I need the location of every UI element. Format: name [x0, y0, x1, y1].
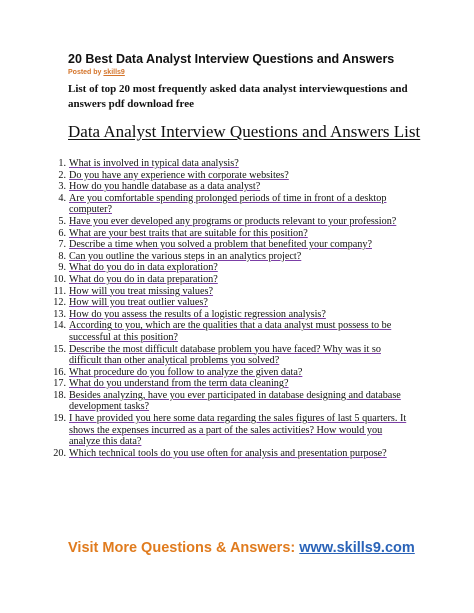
- question-link[interactable]: How do you assess the results of a logistic regression analysis?: [69, 308, 326, 320]
- question-item: [44, 193, 414, 216]
- intro-text: List of top 20 most frequently asked data analyst interviewquestions and answers pdf download free: [68, 83, 408, 110]
- question-item: [44, 251, 414, 263]
- question-number: 3.: [58, 181, 66, 193]
- question-link[interactable]: Have you ever developed any programs or products relevant to your profession?: [69, 215, 397, 227]
- question-item: [44, 170, 414, 182]
- question-number: 18.: [53, 389, 66, 401]
- posted-by-label: Posted by: [68, 69, 102, 76]
- question-link[interactable]: Which technical tools do you use often for analysis and presentation purpose?: [69, 447, 387, 459]
- question-link[interactable]: Describe the most difficult database problem you have faced? Why was it so difficult than other analytical problems you solved?: [69, 343, 381, 367]
- question-item: [44, 286, 414, 298]
- question-link[interactable]: Are you comfortable spending prolonged periods of time in front of a desktop computer?: [69, 192, 387, 216]
- posted-by-line: [68, 69, 125, 76]
- question-item: [44, 448, 414, 460]
- question-item: [44, 239, 414, 251]
- question-link[interactable]: I have provided you here some data regarding the sales figures of last 5 quarters. It shows the expenses incurred as a part of the sales activities? How would you analyze this data?: [69, 413, 407, 448]
- question-number: 12.: [53, 297, 66, 309]
- question-number: 5.: [58, 215, 66, 227]
- question-item: [44, 390, 414, 413]
- question-link[interactable]: Can you outline the various steps in an analytics project?: [69, 250, 302, 262]
- question-number: 10.: [53, 273, 66, 285]
- question-link[interactable]: What is involved in typical data analysis?: [69, 158, 239, 169]
- question-item: [44, 320, 414, 343]
- question-number: 16.: [53, 366, 66, 378]
- question-item: [44, 216, 414, 228]
- question-link[interactable]: What do you understand from the term data cleaning?: [69, 378, 289, 390]
- question-item: [44, 158, 414, 170]
- footer-website-link[interactable]: www.skills9.com: [299, 540, 415, 556]
- question-item: [44, 413, 414, 448]
- question-link[interactable]: What do you do in data preparation?: [69, 273, 218, 285]
- question-item: [44, 181, 414, 193]
- list-heading: Data Analyst Interview Questions and Answers List: [68, 122, 421, 141]
- question-item: [44, 309, 414, 321]
- author-link[interactable]: skills9: [103, 69, 125, 76]
- question-number: 14.: [53, 320, 66, 332]
- question-link[interactable]: How do you handle database as a data analyst?: [69, 181, 261, 193]
- question-number: 4.: [58, 192, 66, 204]
- page-title: 20 Best Data Analyst Interview Questions and Answers: [68, 52, 395, 66]
- question-link[interactable]: How will you treat missing values?: [69, 285, 214, 297]
- question-link[interactable]: Do you have any experience with corporate websites?: [69, 169, 289, 181]
- question-number: 11.: [53, 285, 66, 297]
- question-item: [44, 367, 414, 379]
- question-link[interactable]: How will you treat outlier values?: [69, 297, 208, 309]
- question-link[interactable]: What procedure do you follow to analyze the given data?: [69, 366, 303, 378]
- question-item: [44, 297, 414, 309]
- question-number: 1.: [58, 158, 66, 169]
- question-item: [44, 274, 414, 286]
- question-number: 7.: [58, 239, 66, 251]
- question-item: [44, 262, 414, 274]
- question-list: [44, 158, 414, 459]
- question-link[interactable]: What do you do in data exploration?: [69, 262, 218, 274]
- question-item: [44, 228, 414, 240]
- footer-line: [68, 540, 415, 556]
- question-number: 9.: [58, 262, 66, 274]
- question-number: 15.: [53, 343, 66, 355]
- question-number: 2.: [58, 169, 66, 181]
- question-item: [44, 344, 414, 367]
- question-number: 13.: [53, 308, 66, 320]
- question-number: 8.: [58, 250, 66, 262]
- question-number: 17.: [53, 378, 66, 390]
- question-number: 19.: [53, 413, 66, 425]
- question-link[interactable]: What are your best traits that are suitable for this position?: [69, 227, 308, 239]
- question-link[interactable]: According to you, which are the qualities that a data analyst must possess to be successful at this position?: [69, 320, 392, 343]
- question-number: 6.: [58, 227, 66, 239]
- footer-label: Visit More Questions & Answers:: [68, 540, 296, 556]
- question-number: 20.: [53, 447, 66, 459]
- question-item: [44, 378, 414, 390]
- question-link[interactable]: Describe a time when you solved a problem that benefited your company?: [69, 239, 372, 251]
- question-link[interactable]: Besides analyzing, have you ever participated in database designing and database development tasks?: [69, 389, 401, 413]
